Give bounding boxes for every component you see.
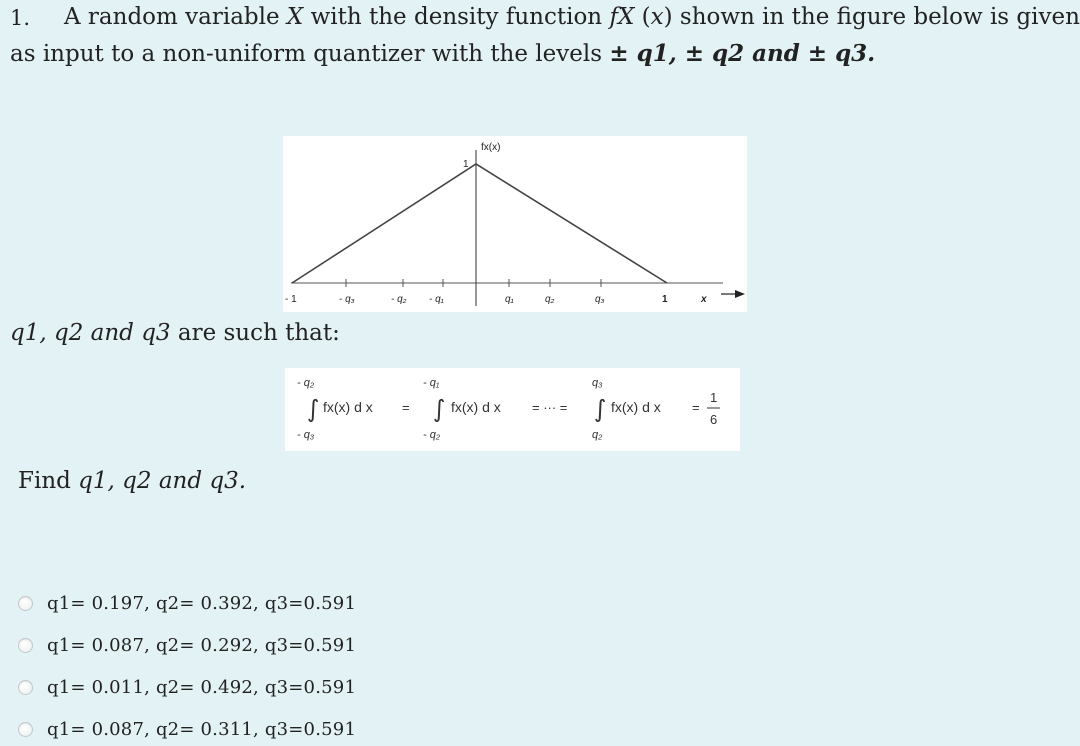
- radio-button[interactable]: [18, 596, 33, 611]
- option-4[interactable]: [18, 714, 378, 744]
- fraction-denominator: 6: [710, 412, 718, 427]
- density-plot: [283, 136, 747, 312]
- ylabel: fx(x): [481, 142, 501, 153]
- int2-lower: - q₂: [423, 429, 441, 441]
- option-label: q1= 0.087, q2= 0.292, q3=0.591: [47, 634, 357, 656]
- option-3[interactable]: [18, 672, 378, 702]
- integrand-2: fx(x) d x: [451, 399, 501, 415]
- question-number: 1.: [10, 6, 31, 30]
- ellipsis-equals: = ··· =: [532, 400, 568, 415]
- int1-upper: - q₂: [297, 377, 315, 389]
- integral-sign-1: ∫: [307, 395, 320, 423]
- tick-label-q2: q₂: [545, 294, 555, 305]
- equals-3: =: [692, 400, 700, 415]
- equation-svg: [285, 368, 740, 451]
- option-2[interactable]: [18, 630, 378, 660]
- tick-label-neg-q3: - q₃: [339, 294, 355, 305]
- density-figure: [283, 136, 747, 312]
- radio-button[interactable]: [18, 680, 33, 695]
- option-label: q1= 0.197, q2= 0.392, q3=0.591: [47, 592, 357, 614]
- int1-lower: - q₃: [297, 429, 315, 441]
- integral-sign-2: ∫: [433, 395, 446, 423]
- tick-label-neg-q1: - q₁: [429, 294, 444, 305]
- option-label: q1= 0.087, q2= 0.311, q3=0.591: [47, 718, 357, 740]
- integral-sign-3: ∫: [594, 395, 607, 423]
- density-triangle: [292, 164, 667, 283]
- tick-label-neg1: - 1: [285, 294, 297, 305]
- tick-label-1: 1: [662, 294, 668, 305]
- x-axis-arrow: [735, 290, 745, 298]
- tick-label-q3: q₃: [595, 294, 605, 305]
- integrand-1: fx(x) d x: [323, 399, 373, 415]
- radio-button[interactable]: [18, 722, 33, 737]
- question-line-2: as input to a non-uniform quantizer with the levels ± q1, ± q2 and ± q3.: [10, 40, 876, 67]
- integrand-3: fx(x) d x: [611, 399, 661, 415]
- int3-upper: q₃: [592, 377, 603, 389]
- option-1[interactable]: [18, 588, 378, 618]
- fraction-numerator: 1: [710, 390, 718, 405]
- option-label: q1= 0.011, q2= 0.492, q3=0.591: [47, 676, 357, 698]
- int3-lower: q₂: [592, 429, 603, 441]
- tick-label-neg-q2: - q₂: [391, 294, 407, 305]
- radio-button[interactable]: [18, 638, 33, 653]
- equals-1: =: [402, 400, 410, 415]
- int2-upper: - q₁: [423, 377, 440, 389]
- peak-label: 1: [463, 159, 469, 170]
- xlabel: x: [701, 294, 707, 305]
- condition-text: q1, q2 and q3 are such that:: [10, 320, 340, 346]
- tick-label-q1: q₁: [505, 294, 514, 305]
- prompt-text: Find q1, q2 and q3.: [18, 468, 247, 494]
- integral-equation: [285, 368, 740, 451]
- question-line-1: A random variable X with the density function fX (x) shown in the figure below is given: [64, 4, 1080, 30]
